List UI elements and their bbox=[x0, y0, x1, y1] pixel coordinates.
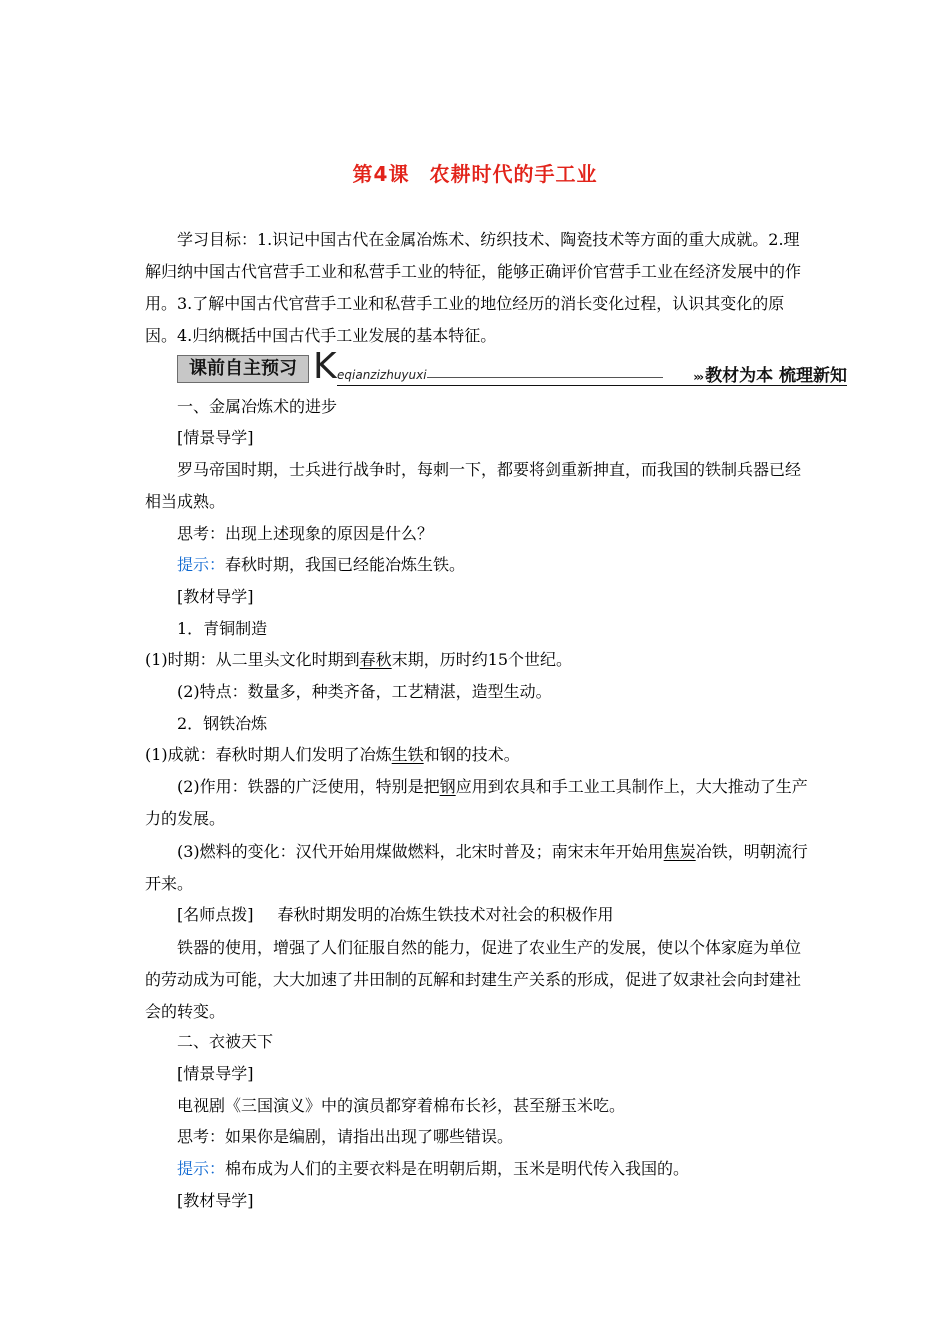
scene-paragraph: 罗马帝国时期，士兵进行战争时，每刺一下，都要将剑重新抻直，而我国的铁制兵器已经相当成熟。 bbox=[145, 460, 802, 511]
point-text: (1)时期：从二里头文化时期到 bbox=[145, 650, 360, 669]
banner-tagline bbox=[693, 361, 847, 386]
hint-line bbox=[177, 553, 810, 577]
hint-label: 提示： bbox=[177, 555, 226, 574]
point-text: 冶铁，明朝流行开来。 bbox=[145, 842, 808, 893]
hint-text: 春秋时期，我国已经能冶炼生铁。 bbox=[225, 555, 466, 574]
banner-label: 课前自主预习 bbox=[177, 355, 309, 383]
lesson-number: 第4课 bbox=[352, 162, 410, 186]
section-heading: 二、衣被天下 bbox=[177, 1032, 274, 1051]
point-title: 2．钢铁冶炼 bbox=[177, 714, 268, 733]
lesson-name: 农耕时代的手工业 bbox=[429, 162, 598, 186]
hint-label: 提示： bbox=[177, 1159, 226, 1178]
point-title: 1．青铜制造 bbox=[177, 619, 268, 638]
underlined-answer: 焦炭 bbox=[663, 842, 696, 861]
point-text: (1)成就：春秋时期人们发明了冶炼 bbox=[145, 745, 392, 764]
think-question: 思考：如果你是编剧，请指出出现了哪些错误。 bbox=[177, 1127, 514, 1146]
underlined-answer: 春秋 bbox=[359, 650, 392, 669]
underlined-answer: 钢 bbox=[439, 777, 456, 796]
tag-scene: [情景导学] bbox=[177, 1064, 254, 1083]
think-question: 思考：出现上述现象的原因是什么？ bbox=[177, 524, 434, 543]
tip-title: 春秋时期发明的冶炼生铁技术对社会的积极作用 bbox=[277, 905, 614, 924]
tag-scene: [情景导学] bbox=[177, 428, 254, 447]
underlined-answer: 生铁 bbox=[391, 745, 424, 764]
point-item: (2)特点：数量多，种类齐备，工艺精湛，造型生动。 bbox=[177, 682, 552, 701]
section-heading: 一、金属冶炼术的进步 bbox=[177, 397, 338, 416]
banner-tagline-text: 教材为本 梳理新知 bbox=[705, 366, 847, 386]
point-text: 应用到农具和手工业工具制作上，大大推动了生产力的发展。 bbox=[145, 777, 808, 828]
point-item bbox=[145, 743, 810, 767]
hint-line bbox=[177, 1157, 810, 1181]
scene-paragraph: 电视剧《三国演义》中的演员都穿着棉布长衫，甚至掰玉米吃。 bbox=[177, 1096, 626, 1115]
point-item bbox=[145, 836, 810, 900]
tag-textbook: [教材导学] bbox=[177, 587, 254, 606]
banner-arrows-icon: ››› bbox=[693, 370, 703, 384]
point-text: 末期，历时约15个世纪。 bbox=[391, 650, 573, 669]
banner-initial: K bbox=[313, 346, 337, 387]
tip-tag: [名师点拨] bbox=[177, 905, 254, 924]
point-item bbox=[145, 771, 810, 835]
tip-paragraph: 铁器的使用，增强了人们征服自然的能力，促进了农业生产的发展，使以个体家庭为单位的劳动成为可能，大大加速了井田制的瓦解和封建生产关系的形成，促进了奴隶社会向封建社会的转变。 bbox=[145, 938, 802, 1021]
hint-text: 棉布成为人们的主要衣料是在明朝后期，玉米是明代传入我国的。 bbox=[225, 1159, 690, 1178]
banner-pinyin: eqianzizhuyuxi bbox=[337, 368, 427, 382]
point-text: (3)燃料的变化：汉代开始用煤做燃料，北宋时普及；南宋末年开始用 bbox=[177, 842, 664, 861]
banner-dash-line bbox=[427, 377, 663, 378]
point-text: 和钢的技术。 bbox=[423, 745, 520, 764]
section-banner bbox=[177, 346, 847, 387]
tag-textbook: [教材导学] bbox=[177, 1191, 254, 1210]
learning-objectives: 学习目标：1.识记中国古代在金属冶炼术、纺织技术、陶瓷技术等方面的重大成就。2.理解归纳中国古代官营手工业和私营手工业的特征，能够正确评价官营手工业在经济发展中的作用。3.了解中国古代官营手工业和私营手工业的地位经历的消长变化过程，认识其变化的原因。4.归纳概括中国古代手工业发展的基本特征。 bbox=[145, 230, 802, 345]
point-item bbox=[145, 648, 810, 672]
teacher-tip bbox=[177, 903, 810, 927]
lesson-title bbox=[0, 158, 950, 187]
point-text: (2)作用：铁器的广泛使用，特别是把 bbox=[177, 777, 440, 796]
